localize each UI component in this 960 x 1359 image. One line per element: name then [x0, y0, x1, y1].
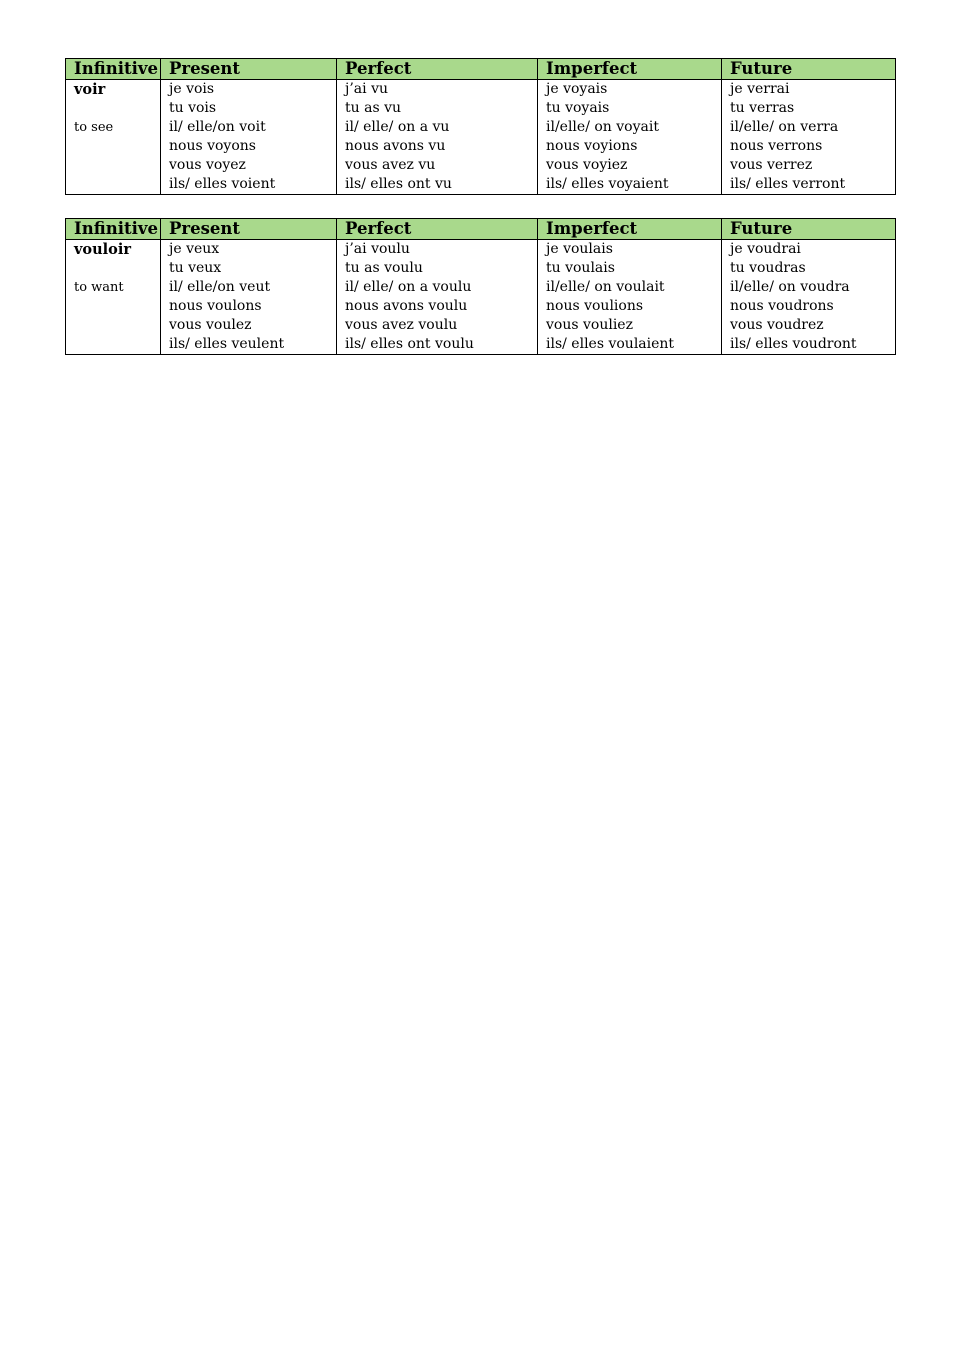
present-cell [161, 240, 337, 355]
conjugation-form: nous avons voulu [345, 298, 468, 314]
conjugation-form: j’ai vu [345, 81, 388, 97]
conjugation-form: nous voulons [169, 298, 262, 314]
conjugation-form: nous avons vu [345, 138, 446, 154]
conjugation-form: je verrai [730, 81, 790, 97]
conjugation-form: il/ elle/ on a vu [345, 119, 450, 135]
conjugation-form: vous verrez [730, 157, 813, 173]
conjugation-row [66, 240, 896, 355]
conjugation-form: il/elle/ on voulait [546, 279, 665, 295]
conjugation-form: il/elle/ on verra [730, 119, 839, 135]
conjugation-form: tu voyais [546, 100, 610, 116]
present-cell [161, 80, 337, 195]
conjugation-form: je vois [169, 81, 215, 97]
conjugation-form: il/ elle/ on a voulu [345, 279, 472, 295]
future-cell [722, 80, 896, 195]
header-future: Future [722, 59, 896, 80]
infinitive-word: voir [74, 81, 106, 98]
conjugation-form: vous avez vu [345, 157, 436, 173]
conjugation-row [66, 80, 896, 195]
conjugation-form: vous vouliez [546, 317, 633, 333]
conjugation-form: vous voudrez [730, 317, 824, 333]
header-infinitive: Infinitive [66, 59, 161, 80]
conjugation-form: je veux [169, 241, 220, 257]
header-row [66, 59, 896, 80]
conjugation-form: ils/ elles verront [730, 176, 846, 192]
conjugation-form: ils/ elles voulaient [546, 336, 675, 352]
conjugation-form: il/ elle/on voit [169, 119, 266, 135]
infinitive-cell [66, 240, 161, 355]
header-row [66, 219, 896, 240]
conjugation-form: ils/ elles voyaient [546, 176, 669, 192]
future-cell [722, 240, 896, 355]
conjugation-form: il/elle/ on voyait [546, 119, 659, 135]
conjugation-form: nous voyions [546, 138, 638, 154]
conjugation-form: j’ai voulu [345, 241, 410, 257]
conjugation-form: je voyais [546, 81, 608, 97]
conjugation-form: je voulais [546, 241, 613, 257]
header-perfect: Perfect [337, 219, 538, 240]
header-infinitive: Infinitive [66, 219, 161, 240]
conjugation-form: ils/ elles voient [169, 176, 276, 192]
conjugation-form: nous voudrons [730, 298, 834, 314]
infinitive-word: vouloir [74, 241, 131, 258]
conjugation-form: ils/ elles veulent [169, 336, 285, 352]
conjugation-form: nous voyons [169, 138, 256, 154]
conjugation-form: tu veux [169, 260, 222, 276]
perfect-cell [337, 240, 538, 355]
conjugation-form: vous avez voulu [345, 317, 458, 333]
conjugation-form: nous voulions [546, 298, 644, 314]
conjugation-form: il/ elle/on veut [169, 279, 271, 295]
header-perfect: Perfect [337, 59, 538, 80]
conjugation-form: tu vois [169, 100, 217, 116]
imperfect-cell [538, 240, 722, 355]
conjugation-form: il/elle/ on voudra [730, 279, 850, 295]
conjugation-table-voir [65, 58, 896, 195]
translation: to see [74, 120, 114, 135]
infinitive-cell [66, 80, 161, 195]
conjugation-form: vous voyez [169, 157, 246, 173]
header-present: Present [161, 219, 337, 240]
header-future: Future [722, 219, 896, 240]
imperfect-cell [538, 80, 722, 195]
conjugation-form: tu as voulu [345, 260, 423, 276]
conjugation-form: tu as vu [345, 100, 401, 116]
conjugation-form: ils/ elles ont voulu [345, 336, 474, 352]
conjugation-form: ils/ elles ont vu [345, 176, 452, 192]
conjugation-form: vous voulez [169, 317, 252, 333]
conjugation-form: vous voyiez [546, 157, 628, 173]
header-present: Present [161, 59, 337, 80]
header-imperfect: Imperfect [538, 219, 722, 240]
conjugation-form: tu verras [730, 100, 795, 116]
translation: to want [74, 280, 124, 295]
conjugation-form: nous verrons [730, 138, 823, 154]
header-imperfect: Imperfect [538, 59, 722, 80]
conjugation-form: je voudrai [730, 241, 801, 257]
conjugation-form: tu voudras [730, 260, 806, 276]
conjugation-form: ils/ elles voudront [730, 336, 857, 352]
conjugation-table-vouloir [65, 218, 896, 355]
conjugation-form: tu voulais [546, 260, 615, 276]
perfect-cell [337, 80, 538, 195]
